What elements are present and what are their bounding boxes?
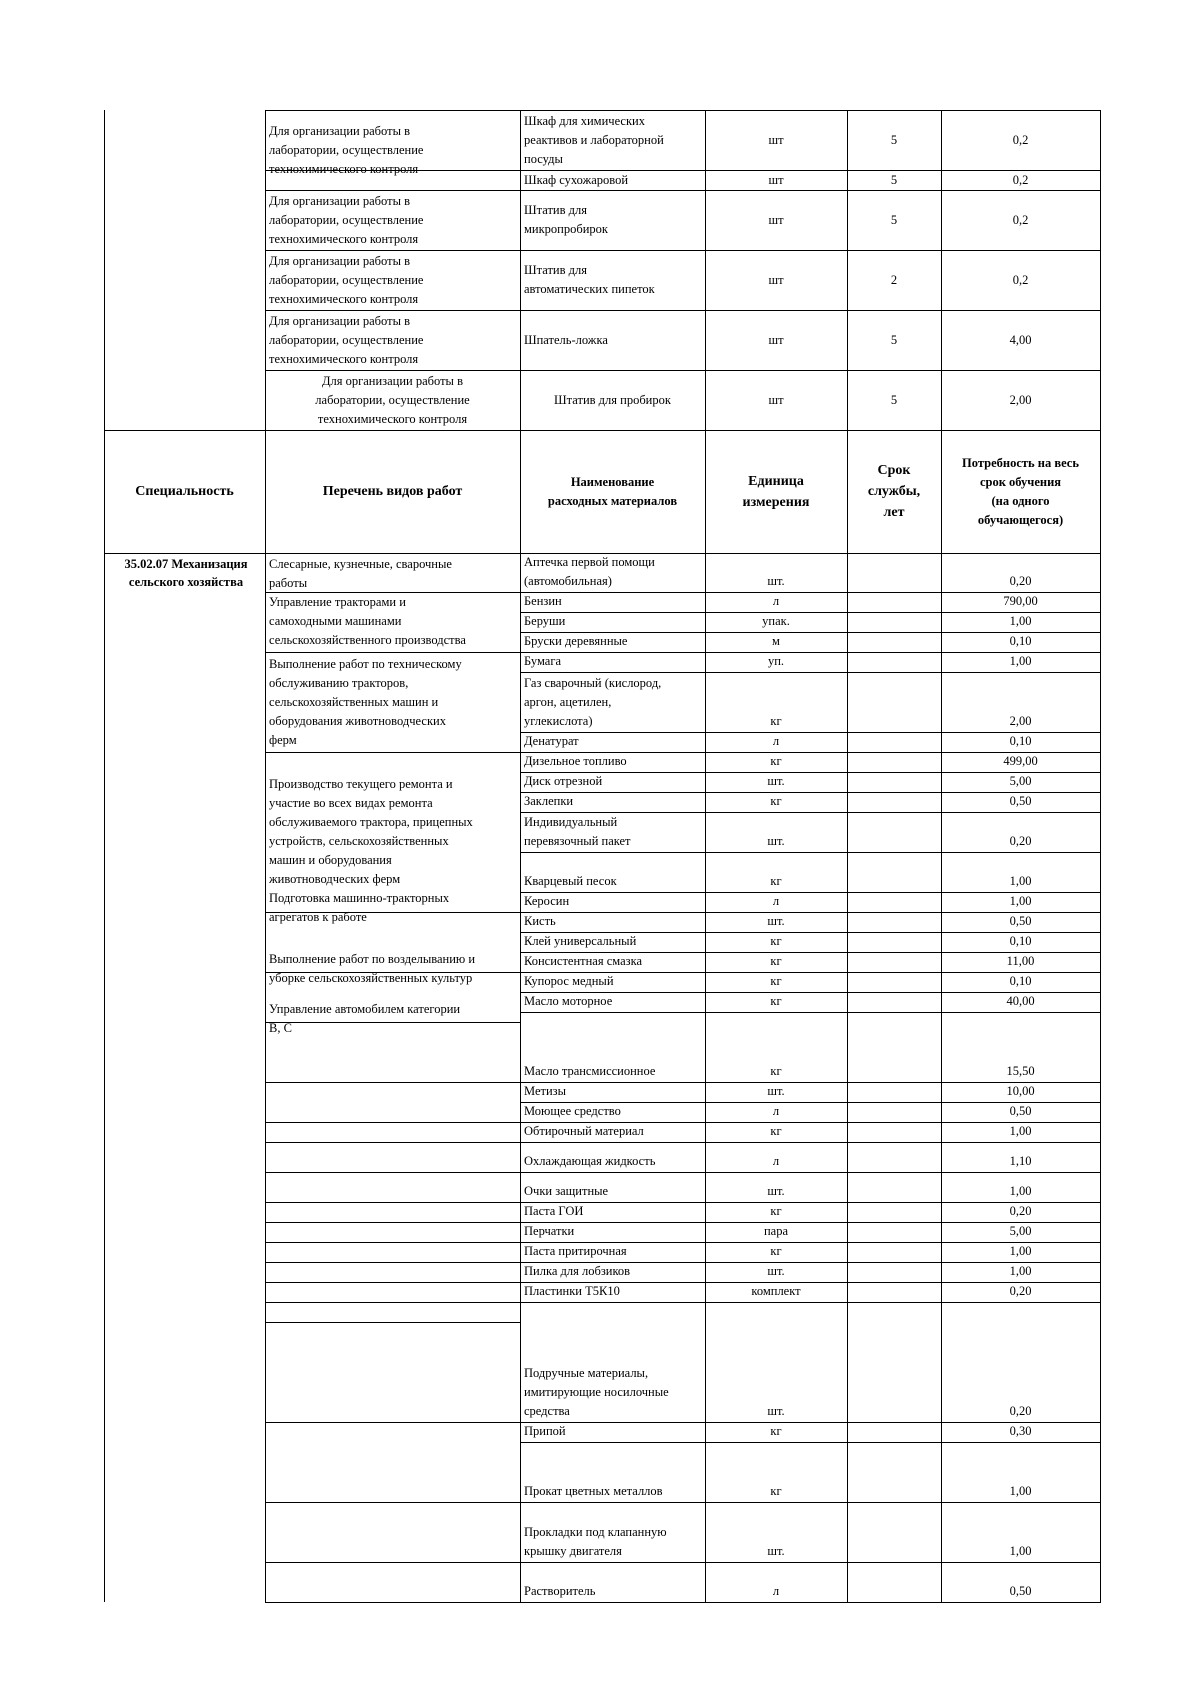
table-border: [265, 1282, 521, 1283]
work-type-text: Для организации работы в: [269, 123, 411, 138]
table-border: [265, 1222, 521, 1223]
unit-cell: л: [772, 894, 780, 908]
work-type-text: Подготовка машинно-тракторных: [269, 891, 450, 905]
material-name: Дизельное топливо: [524, 754, 627, 768]
unit-cell: кг: [770, 874, 782, 888]
table-border: [265, 1502, 521, 1503]
material-name: Керосин: [524, 894, 570, 908]
material-name: имитирующие носилочные: [524, 1385, 669, 1399]
work-type-text: агрегатов к работе: [269, 910, 367, 924]
unit-cell: упак.: [762, 614, 790, 628]
work-type-text: сельскохозяйственных машин и: [269, 695, 439, 709]
table-border: [265, 752, 521, 753]
term-cell: 5: [890, 392, 898, 407]
unit-cell: кг: [770, 754, 782, 768]
equipment-name: микропробирок: [524, 222, 608, 236]
table-border: [520, 1562, 1101, 1563]
column-header: обучающегося): [977, 512, 1064, 527]
need-cell: 0,30: [1009, 1424, 1032, 1438]
work-type-text: лаборатории, осуществление: [315, 392, 470, 407]
need-cell: 1,00: [1009, 1184, 1032, 1198]
table-border: [520, 1602, 1101, 1603]
material-name: Припой: [524, 1424, 566, 1438]
material-name: Кисть: [524, 914, 556, 928]
need-cell: 0,2: [1012, 172, 1029, 187]
table-border: [104, 110, 105, 1602]
work-type-text: устройств, сельскохозяйственных: [269, 834, 449, 848]
material-name: Прокладки под клапанную: [524, 1525, 667, 1539]
table-border: [265, 1142, 521, 1143]
work-type-text: оборудования животноводческих: [269, 714, 446, 728]
unit-cell: уп.: [767, 654, 785, 668]
material-name: Бумага: [524, 654, 561, 668]
specialty-name: 35.02.07 Механизация: [124, 557, 248, 571]
need-cell: 1,00: [1009, 654, 1032, 668]
work-type-text: Для организации работы в: [321, 373, 463, 388]
table-border: [520, 1172, 1101, 1173]
work-type-text: Слесарные, кузнечные, сварочные: [269, 557, 452, 571]
need-cell: 0,2: [1012, 212, 1029, 227]
material-name: Обтирочный материал: [524, 1124, 644, 1138]
material-name: Беруши: [524, 614, 566, 628]
material-name: Прокат цветных металлов: [524, 1484, 663, 1498]
equipment-name: реактивов и лабораторной: [524, 132, 664, 147]
material-name: крышку двигателя: [524, 1544, 622, 1558]
table-border: [265, 1562, 521, 1563]
unit-cell: кг: [770, 794, 782, 808]
table-border: [265, 1422, 521, 1423]
material-name: Очки защитные: [524, 1184, 609, 1198]
need-cell: 15,50: [1006, 1064, 1035, 1078]
unit-cell: л: [772, 594, 780, 608]
need-cell: 0,50: [1009, 1104, 1032, 1118]
table-border: [265, 1242, 521, 1243]
work-type-text: лаборатории, осуществление: [269, 142, 424, 157]
table-border: [520, 852, 1101, 853]
table-border: [265, 652, 521, 653]
work-type-text: Управление тракторами и: [269, 595, 406, 609]
work-type-text: участие во всех видах ремонта: [269, 796, 433, 810]
column-header: Единица: [748, 473, 804, 489]
material-name: Охлаждающая жидкость: [524, 1154, 656, 1168]
need-cell: 0,10: [1009, 974, 1032, 988]
need-cell: 0,20: [1009, 1404, 1032, 1418]
table-border: [265, 1602, 521, 1603]
work-type-text: Для организации работы в: [269, 253, 411, 268]
need-cell: 1,10: [1009, 1154, 1032, 1168]
material-name: Паста притирочная: [524, 1244, 627, 1258]
unit-cell: м: [772, 634, 780, 648]
unit-cell: шт.: [767, 834, 785, 848]
column-header: Специальность: [135, 484, 234, 499]
column-header: Перечень видов работ: [322, 484, 463, 499]
term-cell: 5: [890, 332, 898, 347]
unit-cell: пара: [763, 1224, 789, 1238]
need-cell: 1,00: [1009, 1264, 1032, 1278]
table-border: [265, 430, 1101, 431]
material-name: Паста ГОИ: [524, 1204, 584, 1218]
table-border: [265, 1322, 521, 1323]
material-name: Индивидуальный: [524, 815, 618, 829]
equipment-name: Шкаф сухожаровой: [524, 172, 629, 187]
work-type-text: обслуживаемого трактора, прицепных: [269, 815, 473, 829]
need-cell: 1,00: [1009, 1124, 1032, 1138]
table-border: [520, 1502, 1101, 1503]
work-type-text: технохимического контроля: [317, 411, 468, 426]
work-type-text: лаборатории, осуществление: [269, 272, 424, 287]
term-cell: 2: [890, 272, 898, 287]
unit-cell: шт.: [767, 1404, 785, 1418]
material-name: Пилка для лобзиков: [524, 1264, 631, 1278]
table-border: [520, 1012, 1101, 1013]
unit-cell: л: [772, 1584, 780, 1598]
material-name: Купорос медный: [524, 974, 614, 988]
column-header: Потребность на весь: [962, 455, 1079, 470]
work-type-text: сельскохозяйственного производства: [269, 633, 466, 647]
column-header: Срок: [877, 463, 911, 478]
unit-cell: кг: [770, 1064, 782, 1078]
unit-cell: шт: [768, 332, 784, 347]
unit-cell: кг: [770, 974, 782, 988]
work-type-text: технохимического контроля: [269, 231, 419, 246]
work-type-text: Производство текущего ремонта и: [269, 777, 453, 791]
table-border: [265, 1172, 521, 1173]
column-header: лет: [883, 505, 905, 520]
term-cell: 5: [890, 132, 898, 147]
unit-cell: комплект: [751, 1284, 801, 1298]
material-name: углекислота): [524, 714, 593, 728]
material-name: Метизы: [524, 1084, 566, 1098]
unit-cell: шт.: [767, 914, 785, 928]
need-cell: 10,00: [1006, 1084, 1035, 1098]
need-cell: 5,00: [1009, 774, 1032, 788]
material-name: перевязочный пакет: [524, 834, 631, 848]
equipment-name: Штатив для: [524, 203, 587, 217]
material-name: аргон, ацетилен,: [524, 695, 612, 709]
need-cell: 0,50: [1009, 794, 1032, 808]
need-cell: 0,10: [1009, 734, 1032, 748]
material-name: (автомобильная): [524, 574, 612, 588]
need-cell: 2,00: [1009, 392, 1032, 407]
work-type-text: животноводческих ферм: [269, 872, 401, 886]
unit-cell: л: [772, 734, 780, 748]
table-border: [265, 1262, 521, 1263]
equipment-name: посуды: [524, 151, 563, 166]
need-cell: 40,00: [1006, 994, 1035, 1008]
material-name: Кварцевый песок: [524, 874, 617, 888]
unit-cell: кг: [770, 1124, 782, 1138]
unit-cell: кг: [770, 1484, 782, 1498]
need-cell: 0,20: [1009, 1204, 1032, 1218]
equipment-name: Шкаф для химических: [524, 113, 645, 128]
term-cell: 5: [890, 172, 898, 187]
table-border: [520, 1442, 1101, 1443]
material-name: средства: [524, 1404, 570, 1418]
unit-cell: шт.: [767, 774, 785, 788]
table-border: [520, 1142, 1101, 1143]
table-border: [265, 110, 266, 1602]
unit-cell: шт.: [767, 1084, 785, 1098]
column-header: Наименование: [570, 474, 655, 489]
need-cell: 0,50: [1009, 1584, 1032, 1598]
unit-cell: л: [772, 1104, 780, 1118]
work-type-text: обслуживанию тракторов,: [269, 676, 409, 690]
unit-cell: шт.: [767, 574, 785, 588]
need-cell: 499,00: [1003, 754, 1038, 768]
need-cell: 1,00: [1009, 1244, 1032, 1258]
unit-cell: шт.: [767, 1184, 785, 1198]
material-name: Аптечка первой помощи: [524, 555, 655, 569]
table-border: [847, 110, 848, 1602]
need-cell: 2,00: [1009, 714, 1032, 728]
table-border: [705, 110, 706, 1602]
work-type-text: технохимического контроля: [269, 291, 419, 306]
material-name: Заклепки: [524, 794, 574, 808]
work-type-text: самоходными машинами: [269, 614, 402, 628]
material-name: Перчатки: [524, 1224, 575, 1238]
material-name: Моющее средство: [524, 1104, 621, 1118]
work-type-text: Выполнение работ по техническому: [269, 657, 462, 671]
unit-cell: кг: [770, 934, 782, 948]
need-cell: 0,20: [1009, 574, 1032, 588]
unit-cell: шт.: [767, 1264, 785, 1278]
work-type-text: лаборатории, осуществление: [269, 212, 424, 227]
work-type-text: технохимического контроля: [269, 161, 419, 176]
need-cell: 1,00: [1009, 614, 1032, 628]
material-name: Бензин: [524, 594, 562, 608]
material-name: Пластинки Т5К10: [524, 1284, 620, 1298]
need-cell: 1,00: [1009, 1484, 1032, 1498]
table-border: [265, 1122, 521, 1123]
material-name: Масло трансмиссионное: [524, 1064, 656, 1078]
material-name: Денатурат: [524, 734, 579, 748]
unit-cell: кг: [770, 714, 782, 728]
table-border: [265, 1302, 521, 1303]
equipment-name: автоматических пипеток: [524, 282, 655, 296]
need-cell: 0,10: [1009, 634, 1032, 648]
need-cell: 4,00: [1009, 332, 1032, 347]
equipment-name: Шпатель-ложка: [524, 332, 608, 347]
unit-cell: шт: [768, 172, 784, 187]
column-header: расходных материалов: [547, 493, 678, 508]
work-type-text: Для организации работы в: [269, 193, 411, 208]
need-cell: 790,00: [1003, 594, 1038, 608]
unit-cell: кг: [770, 954, 782, 968]
column-header: срок обучения: [979, 474, 1062, 489]
need-cell: 1,00: [1009, 874, 1032, 888]
table-border: [941, 110, 942, 1602]
equipment-name: Штатив для: [524, 263, 587, 277]
material-name: Масло моторное: [524, 994, 613, 1008]
unit-cell: кг: [770, 994, 782, 1008]
table-border: [520, 1302, 1101, 1303]
material-name: Клей универсальный: [524, 934, 637, 948]
unit-cell: шт: [768, 212, 784, 227]
need-cell: 5,00: [1009, 1224, 1032, 1238]
table-border: [104, 430, 266, 431]
specialty-name: сельского хозяйства: [128, 575, 244, 589]
need-cell: 0,20: [1009, 834, 1032, 848]
work-type-text: В, С: [269, 1021, 292, 1035]
term-cell: 5: [890, 212, 898, 227]
work-type-text: технохимического контроля: [269, 351, 419, 366]
need-cell: 1,00: [1009, 1544, 1032, 1558]
need-cell: 1,00: [1009, 894, 1032, 908]
work-type-text: лаборатории, осуществление: [269, 332, 424, 347]
material-name: Газ сварочный (кислород,: [524, 676, 662, 690]
table-border: [520, 672, 1101, 673]
need-cell: 11,00: [1006, 954, 1035, 968]
work-type-text: уборке сельскохозяйственных культур: [269, 971, 473, 985]
material-name: Диск отрезной: [524, 774, 603, 788]
table-border: [265, 1202, 521, 1203]
column-header: (на одного: [991, 493, 1050, 508]
work-type-text: работы: [269, 576, 308, 590]
material-name: Бруски деревянные: [524, 634, 628, 648]
unit-cell: кг: [770, 1244, 782, 1258]
work-type-text: Для организации работы в: [269, 313, 411, 328]
need-cell: 0,2: [1012, 132, 1029, 147]
material-name: Растворитель: [524, 1584, 596, 1598]
unit-cell: л: [772, 1154, 780, 1168]
work-type-text: машин и оборудования: [269, 853, 392, 867]
unit-cell: кг: [770, 1204, 782, 1218]
table-border: [265, 1082, 521, 1083]
need-cell: 0,50: [1009, 914, 1032, 928]
work-type-text: Управление автомобилем категории: [269, 1002, 461, 1016]
need-cell: 0,20: [1009, 1284, 1032, 1298]
equipment-name: Штатив для пробирок: [554, 392, 671, 407]
column-header: службы,: [867, 484, 921, 499]
work-type-text: ферм: [269, 733, 297, 747]
unit-cell: шт.: [767, 1544, 785, 1558]
table-border: [1100, 110, 1101, 1602]
unit-cell: шт: [768, 272, 784, 287]
material-name: Подручные материалы,: [524, 1366, 649, 1380]
need-cell: 0,2: [1012, 272, 1029, 287]
work-type-text: Выполнение работ по возделыванию и: [269, 952, 476, 966]
table-border: [520, 110, 521, 1602]
unit-cell: шт: [768, 132, 784, 147]
unit-cell: кг: [770, 1424, 782, 1438]
unit-cell: шт: [768, 392, 784, 407]
column-header: измерения: [742, 494, 810, 510]
material-name: Консистентная смазка: [524, 954, 643, 968]
need-cell: 0,10: [1009, 934, 1032, 948]
